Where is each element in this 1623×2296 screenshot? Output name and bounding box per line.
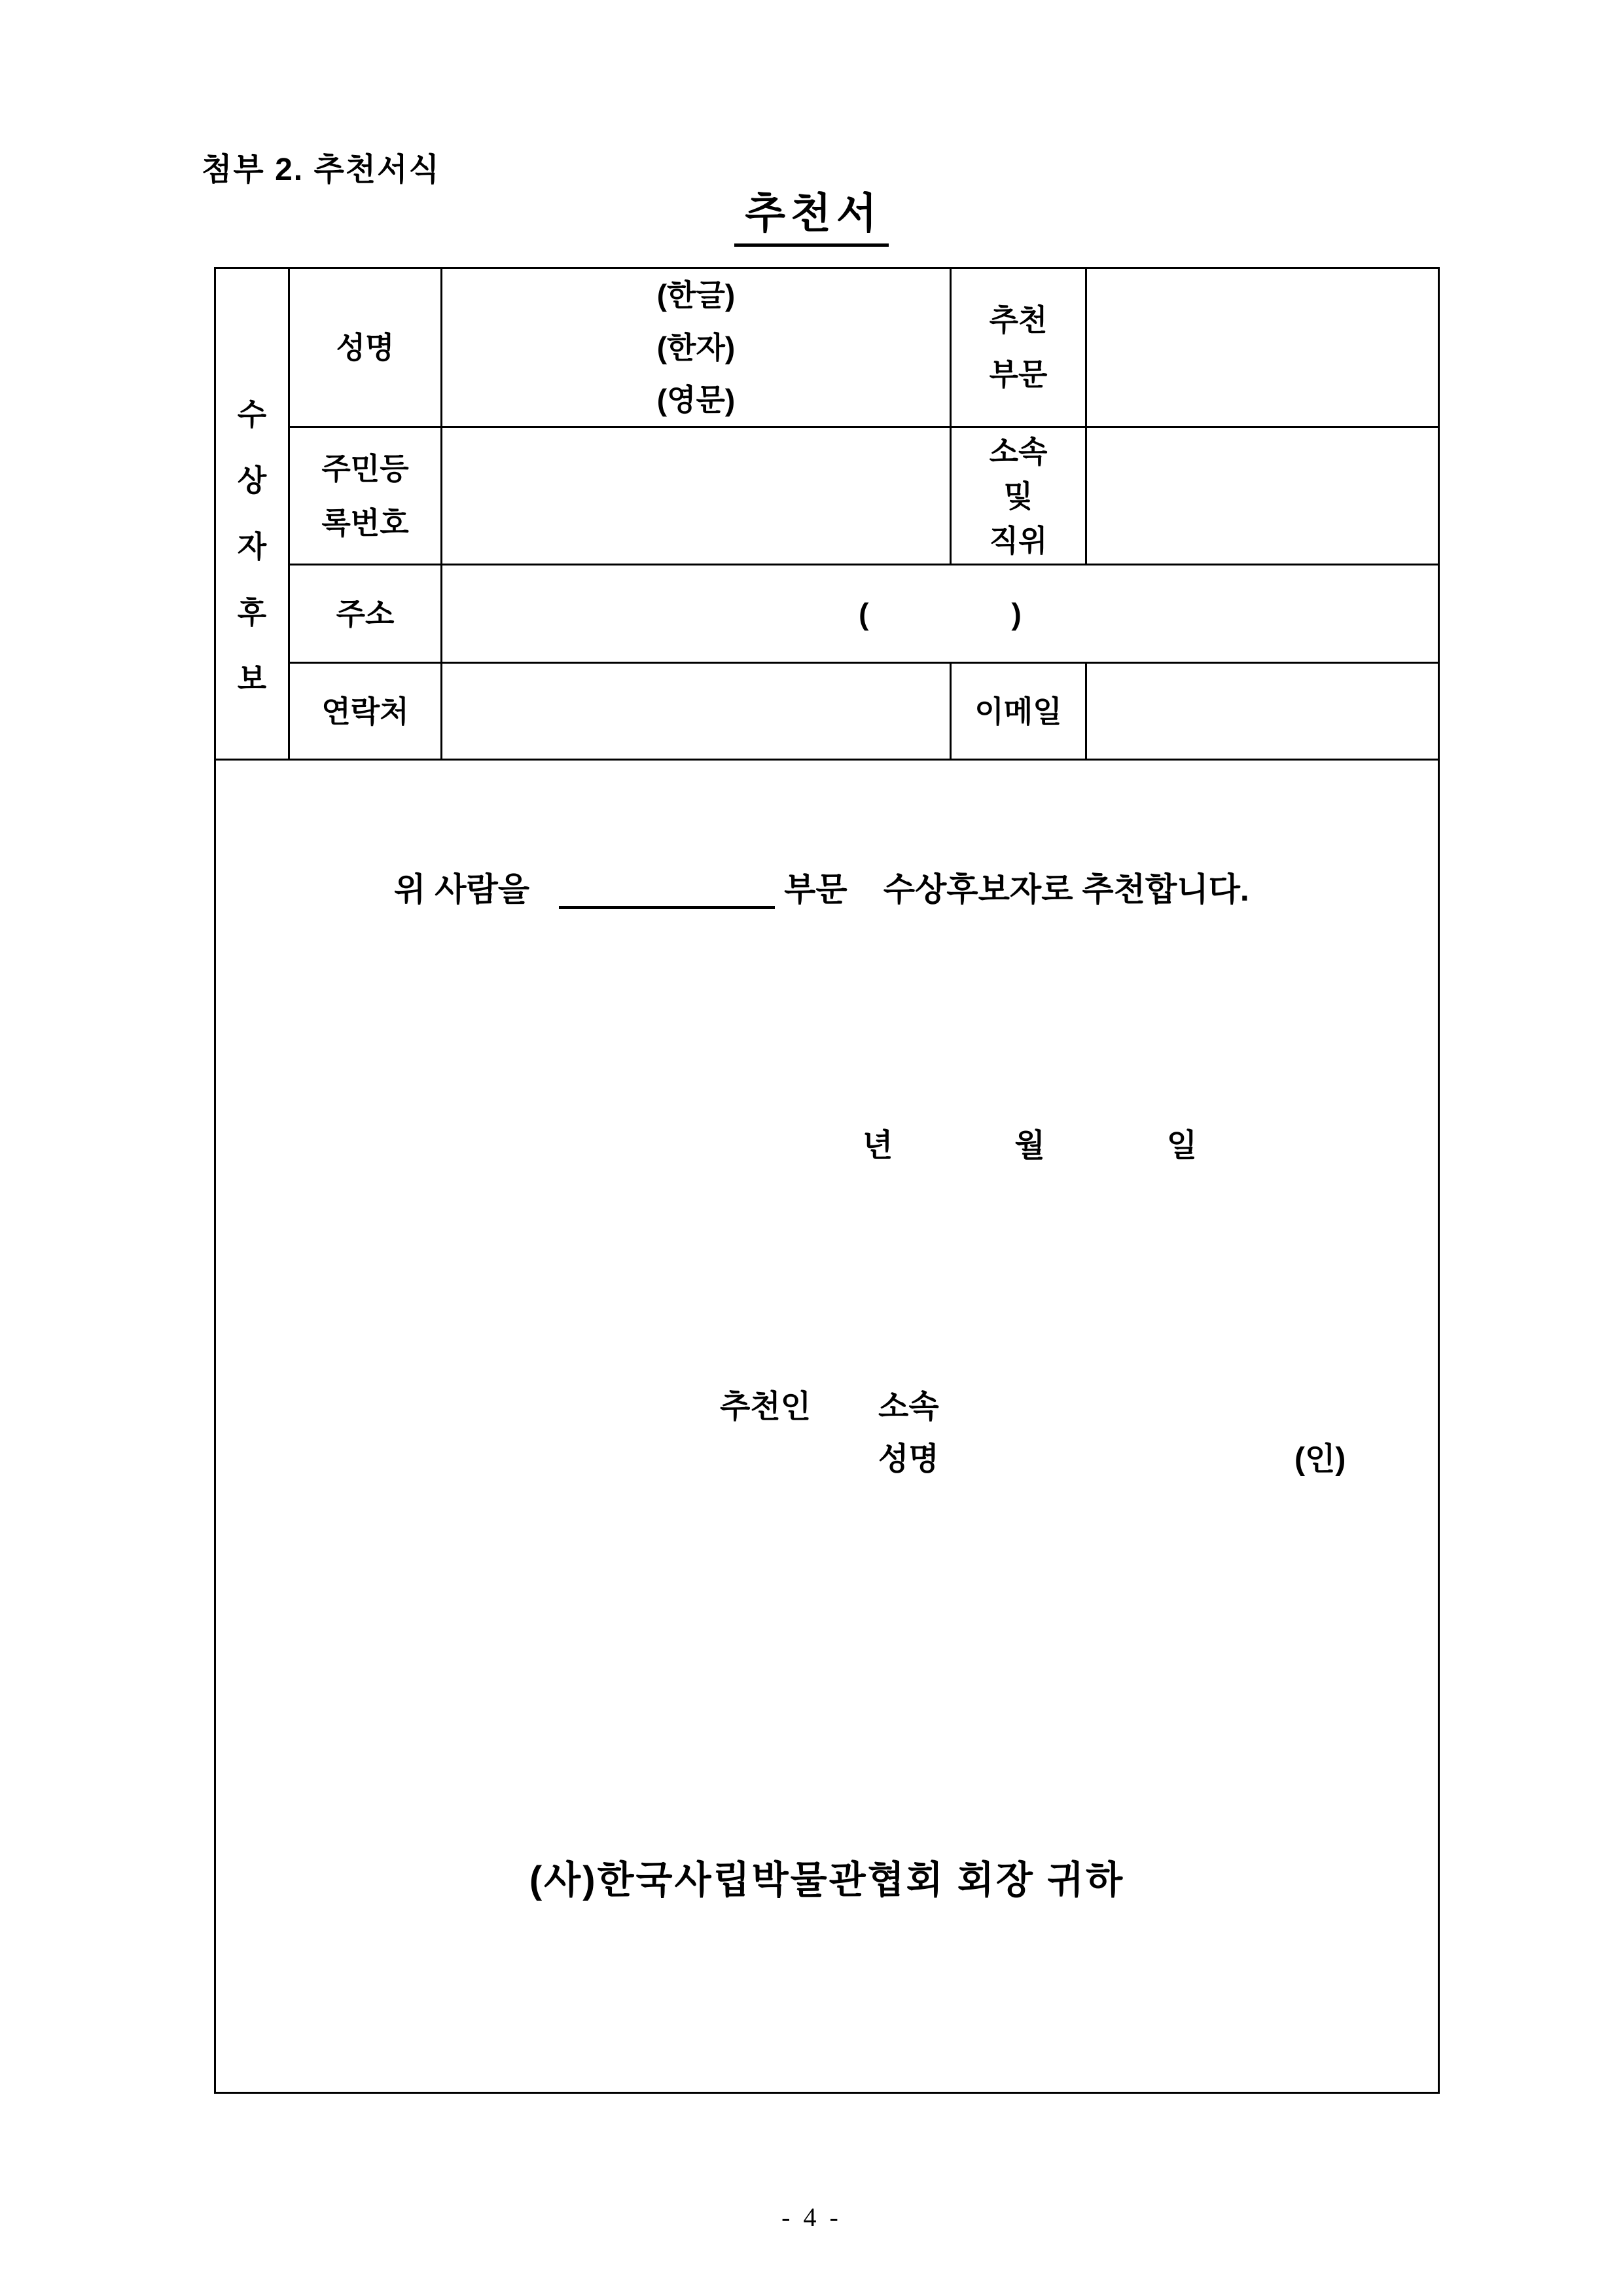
table-row-address — [215, 565, 1439, 663]
candidate-group-char: 보 — [237, 662, 267, 696]
candidate-group-cell — [215, 268, 289, 760]
form-title-wrap — [0, 190, 1623, 247]
contact-label: 연락처 — [321, 694, 409, 728]
name-format-hangul: (한글) — [656, 278, 736, 312]
candidate-group-vertical-label — [216, 399, 288, 694]
recommender-label: 추천인 — [720, 1390, 812, 1424]
date-year-label: 년 — [863, 1128, 893, 1163]
date-line — [863, 1130, 1197, 1162]
address-label-cell — [289, 565, 442, 663]
name-value-cell — [442, 268, 951, 427]
table-row-name — [215, 268, 1439, 427]
recommendation-statement — [394, 873, 1249, 909]
address-paren-close: ) — [1011, 596, 1022, 631]
addressee-line: (사)한국사립박물관협회 회장 귀하 — [529, 1859, 1125, 1901]
name-format-english: (영문) — [656, 383, 736, 417]
table-row-resident-id — [215, 427, 1439, 565]
affiliation-label-line: 소속 — [989, 434, 1048, 469]
name-format-hanja: (한자) — [656, 331, 736, 365]
email-label-cell — [951, 663, 1086, 760]
name-label-cell — [289, 268, 442, 427]
category-blank-line — [559, 873, 775, 909]
contact-value-cell — [442, 663, 951, 760]
category-value-cell — [1086, 268, 1439, 427]
candidate-group-char: 후 — [237, 596, 267, 630]
address-paren-open: ( — [859, 596, 869, 631]
category-label-line: 부문 — [989, 357, 1048, 391]
category-label-cell — [951, 268, 1086, 427]
seal-label: (인) — [1294, 1442, 1346, 1477]
resident-id-value-cell — [442, 427, 951, 565]
contact-label-cell — [289, 663, 442, 760]
statement-suffix: 수상후보자로 추천합니다. — [883, 871, 1249, 908]
candidate-info-table — [214, 267, 1440, 2094]
statement-cell-inner — [216, 761, 1438, 2092]
address-label: 주소 — [336, 596, 395, 631]
affiliation-label-line: 직위 — [989, 523, 1048, 558]
attachment-label: 첨부 2. 추천서식 — [202, 152, 440, 187]
date-month-label: 월 — [1014, 1128, 1045, 1163]
date-day-label: 일 — [1166, 1128, 1198, 1163]
statement-middle: 부문 — [784, 871, 847, 908]
recommender-name-label: 성명 — [878, 1442, 939, 1477]
resident-id-label-cell — [289, 427, 442, 565]
name-label: 성명 — [336, 331, 395, 365]
statement-cell — [215, 760, 1439, 2093]
resident-id-label-line: 주민등 — [321, 451, 409, 486]
email-label: 이메일 — [974, 694, 1062, 728]
table-row-contact — [215, 663, 1439, 760]
page-number: - 4 - — [781, 2202, 842, 2232]
address-value-cell — [442, 565, 1439, 663]
statement-prefix: 위 사람을 — [394, 871, 530, 908]
affiliation-label-line: 및 — [1003, 478, 1033, 513]
resident-id-label-line: 록번호 — [321, 505, 409, 540]
candidate-group-char: 수 — [237, 397, 267, 431]
form-title: 추천서 — [734, 190, 888, 247]
table-row-statement — [215, 760, 1439, 2093]
candidate-group-char: 상 — [237, 463, 267, 497]
affiliation-value-cell — [1086, 427, 1439, 565]
affiliation-label-cell — [951, 427, 1086, 565]
candidate-group-char: 자 — [237, 529, 267, 564]
recommender-affiliation-label: 소속 — [878, 1390, 939, 1424]
category-label-line: 추천 — [989, 303, 1048, 337]
email-value-cell — [1086, 663, 1439, 760]
